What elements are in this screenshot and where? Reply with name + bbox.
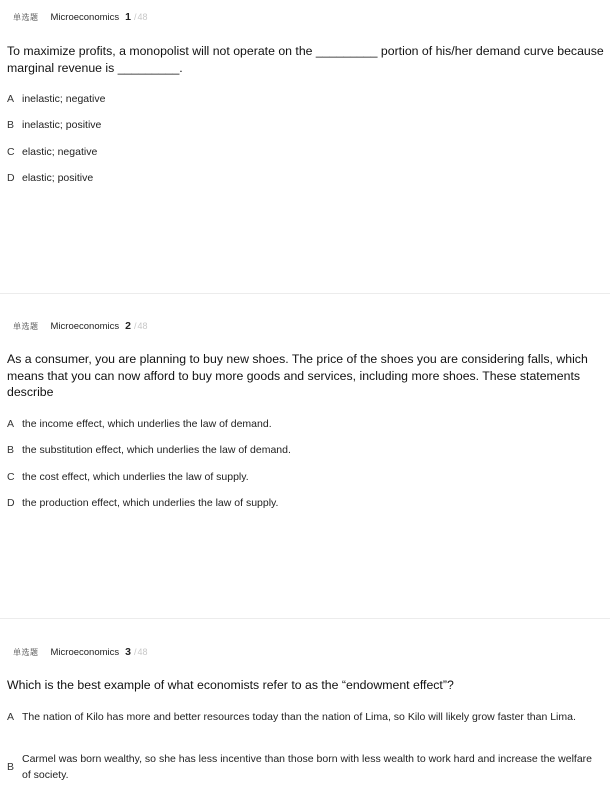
question-2-option-c[interactable]	[7, 469, 603, 485]
option-text: inelastic; negative	[22, 93, 106, 105]
question-1-option-d[interactable]	[7, 170, 603, 186]
option-text: the production effect, which underlies the law of supply.	[22, 497, 279, 509]
question-type-badge: 单选题	[13, 13, 39, 22]
subject-label: Microeconomics	[50, 647, 120, 658]
question-2-option-b[interactable]	[7, 442, 603, 458]
option-text: The nation of Kilo has more and better resources today than the nation of Lima, so Kilo will likely grow faster than Lima.	[22, 711, 576, 723]
option-letter: D	[7, 497, 15, 509]
question-2-option-d[interactable]	[7, 495, 603, 511]
option-text: the income effect, which underlies the law of demand.	[22, 418, 272, 430]
option-text: inelastic; positive	[22, 119, 102, 131]
option-letter: D	[7, 172, 15, 184]
question-type-badge: 单选题	[13, 322, 39, 331]
question-3-stem: Which is the best example of what economists refer to as the “endowment effect”?	[7, 678, 454, 692]
question-2-meta	[13, 320, 148, 332]
question-number: 3	[125, 646, 131, 658]
question-3-option-a[interactable]	[7, 709, 603, 725]
question-3-option-b[interactable]	[7, 751, 603, 783]
question-2-stem: As a consumer, you are planning to buy new shoes. The price of the shoes you are considering falls, which means that you can now afford to buy more goods and services, including more shoes. These statements describe	[7, 352, 588, 399]
number-separator: /	[133, 321, 137, 331]
question-number: 2	[125, 320, 131, 332]
question-1-option-a[interactable]	[7, 91, 603, 107]
number-separator: /	[133, 12, 137, 22]
question-type-badge: 单选题	[13, 648, 39, 657]
option-text: elastic; negative	[22, 146, 98, 158]
subject-label: Microeconomics	[50, 321, 120, 332]
question-1-stem: To maximize profits, a monopolist will not operate on the _________ portion of his/her demand curve because marginal revenue is _________.	[7, 44, 604, 75]
option-letter: B	[7, 119, 15, 131]
option-text: Carmel was born wealthy, so she has less incentive than those born with less wealth to work hard and increase the welfare of society.	[22, 753, 593, 781]
option-letter: C	[7, 146, 15, 158]
question-divider	[0, 293, 610, 294]
question-number: 1	[125, 11, 131, 23]
option-letter: B	[7, 444, 15, 456]
question-1-option-c[interactable]	[7, 144, 603, 160]
subject-label: Microeconomics	[50, 12, 120, 23]
option-text: the substitution effect, which underlies the law of demand.	[22, 444, 291, 456]
question-total: 48	[137, 12, 148, 22]
question-total: 48	[137, 647, 148, 657]
option-letter: A	[7, 711, 15, 723]
question-total: 48	[137, 321, 148, 331]
option-letter: A	[7, 418, 15, 430]
option-text: elastic; positive	[22, 172, 94, 184]
question-1-meta	[13, 11, 148, 23]
question-1-option-b[interactable]	[7, 117, 603, 133]
question-2-option-a[interactable]	[7, 416, 603, 432]
number-separator: /	[133, 647, 137, 657]
option-letter: B	[7, 761, 15, 773]
question-divider	[0, 618, 610, 619]
option-text: the cost effect, which underlies the law of supply.	[22, 471, 249, 483]
option-letter: C	[7, 471, 15, 483]
option-letter: A	[7, 93, 15, 105]
question-3-meta	[13, 646, 148, 658]
